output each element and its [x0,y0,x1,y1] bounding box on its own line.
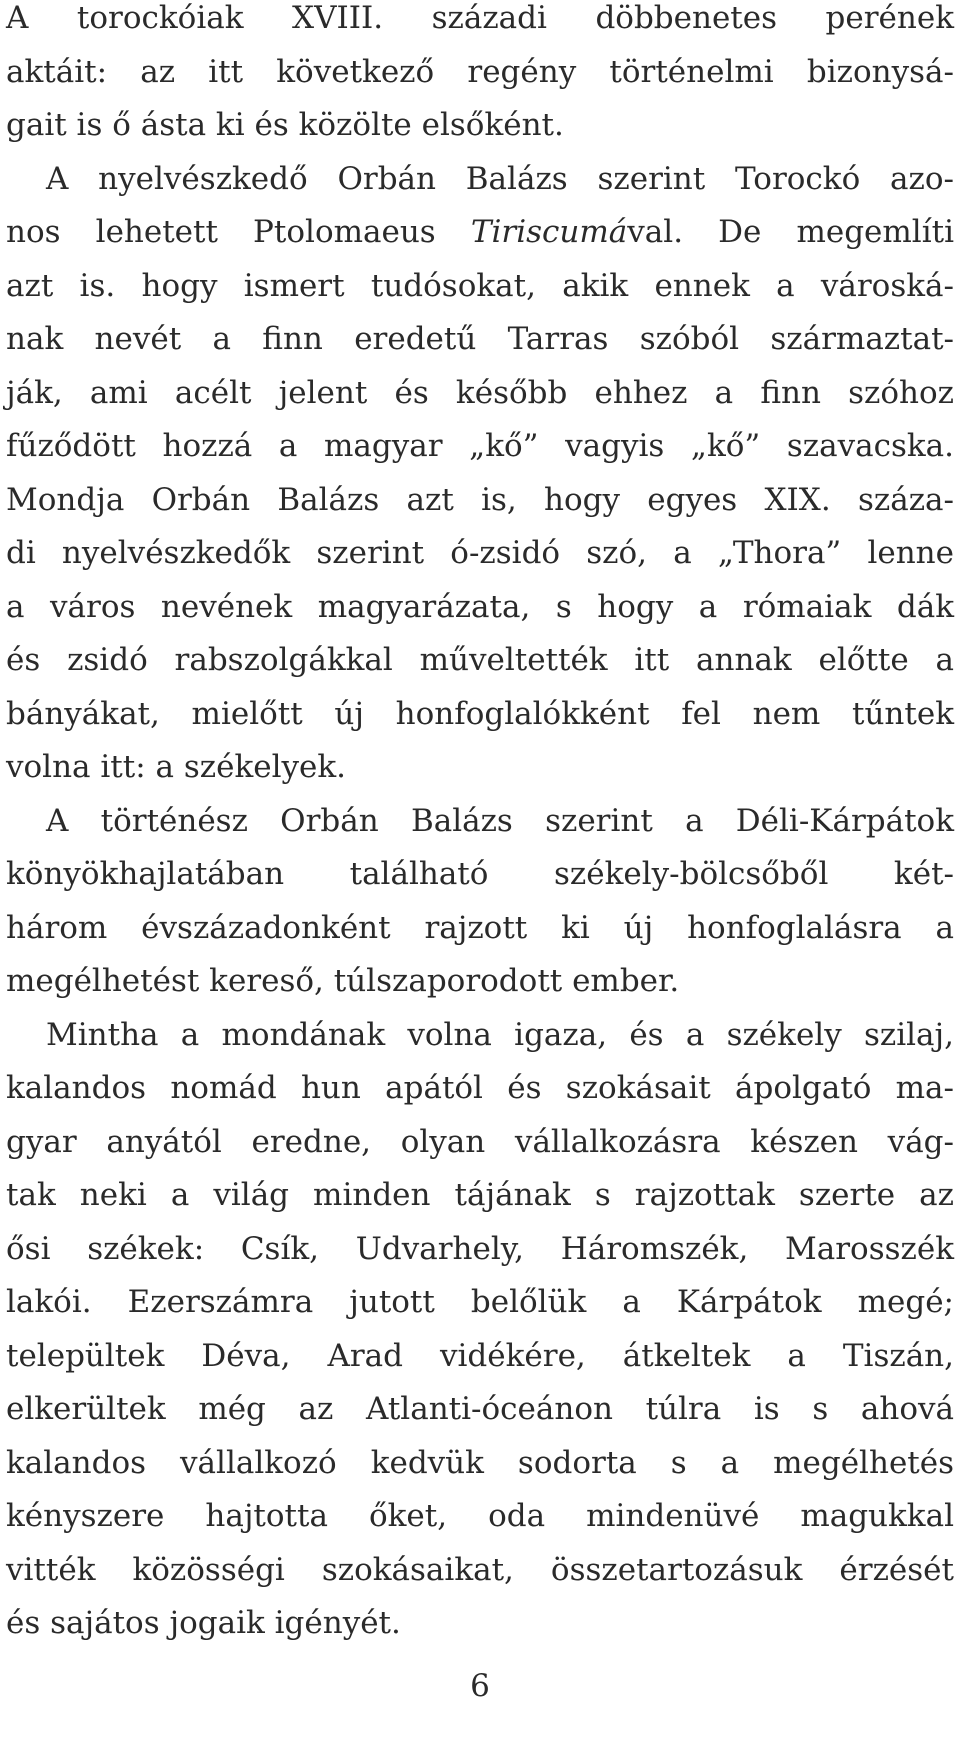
text-line: di nyelvészkedők szerint ó-zsidó szó, a „Thora” lenne [6,535,954,571]
text-line: tak neki a világ minden tájának s rajzottak szerte az [6,1177,954,1213]
text-line: A nyelvészkedő Orbán Balázs szerint Torockó azo- [46,160,954,197]
text-line: lakói. Ezerszámra jutott belőlük a Kárpátok megé; [6,1284,954,1320]
body-text [6,0,954,1651]
text-line: Mintha a mondának volna igaza, és a székely szilaj, [46,1016,954,1053]
text-line: aktáit: az itt következő regény történelmi bizonysá- [6,53,954,90]
text-line: kalandos vállalkozó kedvük sodorta s a megélhetés [6,1444,954,1481]
italic-word: Tiriscumá [470,214,628,250]
text-line: volna itt: a székelyek. [6,749,346,785]
text-line: ják, ami acélt jelent és később ehhez a finn szóhoz [6,374,954,411]
text-line: a város nevének magyarázata, s hogy a rómaiak dák [6,588,954,625]
text-line: könyökhajlatában található székely-bölcsőből két- [6,856,954,892]
text-line: kényszere hajtotta őket, oda mindenüvé magukkal [6,1498,954,1534]
text-line: három évszázadonként rajzott ki új honfoglalásra a [6,909,954,946]
text-line: és sajátos jogaik igényét. [6,1605,401,1641]
text-line: vitték közösségi szokásaikat, összetartozásuk érzését [6,1551,954,1588]
text-line: bányákat, mielőtt új honfoglalókként fel nem tűntek [6,695,954,732]
text-line: fűződött hozzá a magyar „kő” vagyis „kő” szavacska. [6,428,954,464]
text-line: és zsidó rabszolgákkal műveltették itt annak előtte a [6,642,954,678]
text-line: települtek Déva, Arad vidékére, átkeltek a Tiszán, [6,1337,954,1374]
text-line: gait is ő ásta ki és közölte elsőként. [6,107,564,143]
text-line [6,206,954,260]
text-fragment: nos lehetett Ptolomaeus [6,214,471,250]
text-line: A torockóiak XVIII. századi döbbenetes perének [6,0,954,36]
page-number: 6 [470,1668,490,1704]
text-fragment: val. De megemlíti [627,214,954,250]
text-line: kalandos nomád hun apától és szokásait ápolgató ma- [6,1070,954,1106]
text-line: Mondja Orbán Balázs azt is, hogy egyes XIX. száza- [6,481,954,518]
text-line: gyar anyától eredne, olyan vállalkozásra készen vág- [6,1123,954,1160]
text-line: A történész Orbán Balázs szerint a Déli-Kárpátok [46,802,954,839]
text-line: elkerültek még az Atlanti-óceánon túlra is s ahová [6,1391,954,1427]
text-line: ősi székek: Csík, Udvarhely, Háromszék, Marosszék [6,1230,954,1267]
text-line: azt is. hogy ismert tudósokat, akik ennek a városká- [6,267,954,304]
text-line: nak nevét a finn eredetű Tarras szóból származtat- [6,321,954,357]
text-line: megélhetést kereső, túlszaporodott ember. [6,963,680,999]
